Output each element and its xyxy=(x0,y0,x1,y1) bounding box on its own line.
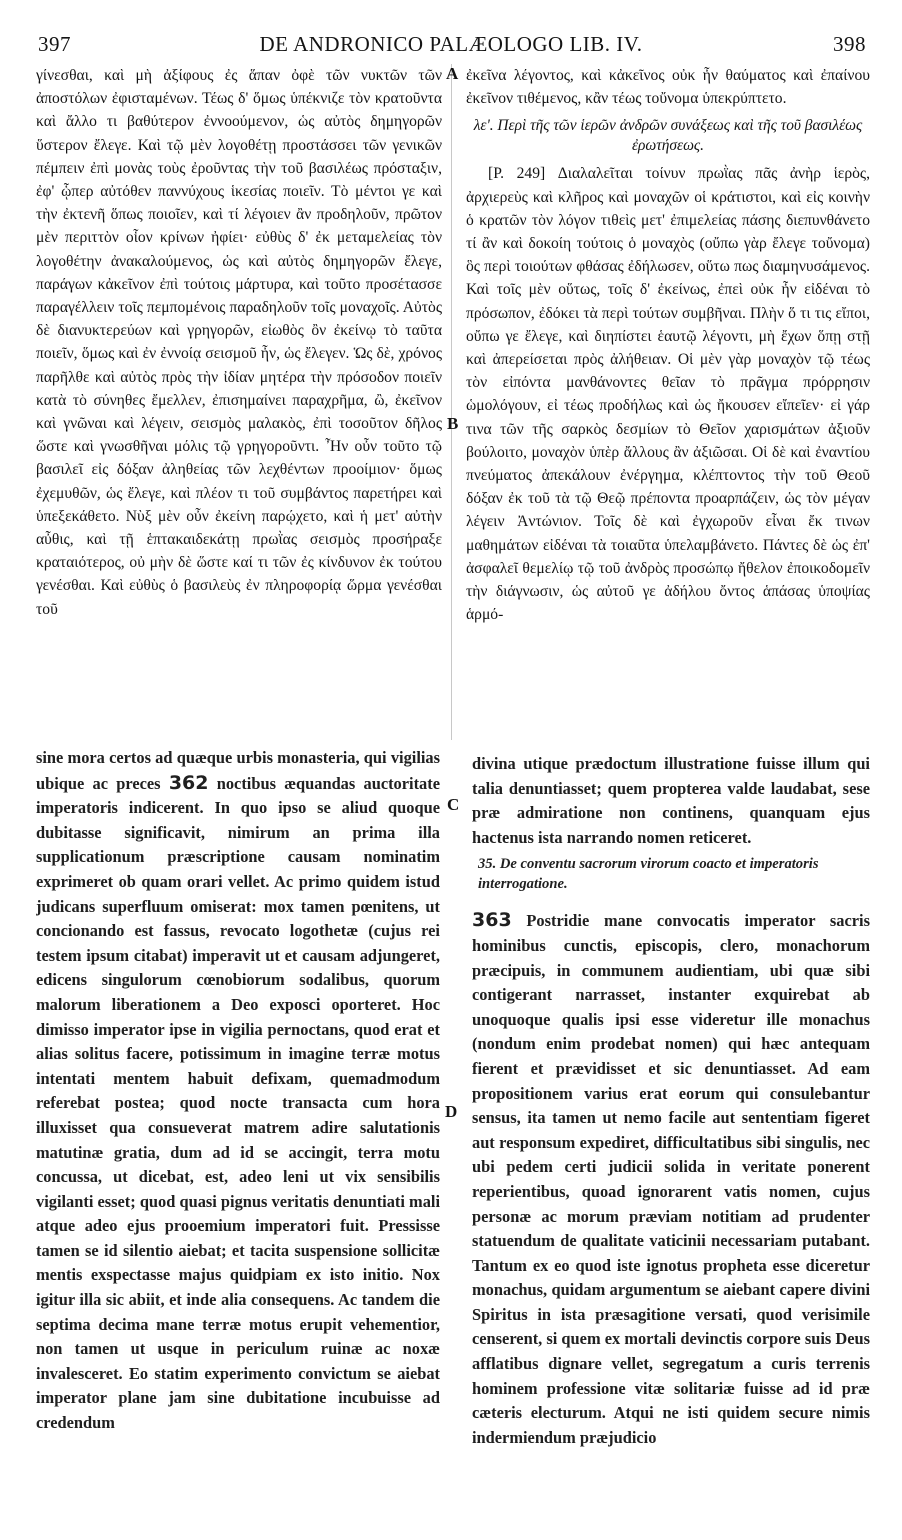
latin-section-heading: 35. De conventu sacrorum virorum coacto et imperatoris interrogatione. xyxy=(478,856,819,893)
latin-column-left xyxy=(36,746,440,1526)
margin-letter-b: B xyxy=(447,414,459,433)
margin-letter-a: A xyxy=(446,64,459,83)
greek-paragraph: [P. 249] Διαλαλεῖται τοίνυν πρωῒας πᾶς ἀνὴρ ἱερὸς, ἀρχιερεὺς καὶ κλῆρος καὶ μοναχῶν οἱ κράτιστοι, καὶ εἰς κοινὴν ὁ κρατῶν τὸν λόγον τιθεὶς μετ' ἐπιμελείας πάσης διεπυνθάνετο τί ἂν καὶ δοκοίη τούτοις ὁ μοναχὸς (οὔπω γὰρ ἔλεγε τοὔνομα) ὃς περὶ τοιούτων φθάσας ἐδήλωσεν, οὕτω πως διαμηνυσάμενος. Καὶ τοῖς μὲν οὕτως, τοῖς δ' ἐκείνως, ἐπεὶ οὐκ ἦν εἰδέναι τὸ πρόσωπον, ἐδόκει τὰ περὶ τούτων συμβῆναι. Πλὴν ὅ τι τις εἴποι, οὔπω γε ἔλεγε, καὶ διηπίστει ἑαυτῷ λέγοντι, μὴ ἔχων ὅπῃ στῇ καὶ ἀπερείσεται πρὸς ἀλήθειαν. Οἱ μὲν γὰρ μοναχὸν τῷ τέως τὸν εἰπόντα μανθάνοντες θεῖαν τὸ πρᾶγμα πρόρρησιν ὡμολόγουν, εἰ τέως προδήλως καὶ ὡς ἤκουσεν εἴπεῖεν· εἰ γάρ τινα τῶν τῆς σαρκὸς δεσμίων τὸ Θεῖον χαρισμάτων ἀξιοῦν βούλοιτο, μοναχὸν ὑπὲρ ἄλλους ἂν ἀξιῶσαι. Οἱ δὲ καὶ ἐναντίου πνεύματος ἀπεκάλουν ἐνέργημα, κλέπτοντος τὴν τοῦ Θεοῦ δόξαν ἐκ τοῦ τὰ τῷ Θεῷ πρέποντα προαρπάζειν, ὡς τὸν μέγαν λέγειν Ἀντώνιον. Τοῖς δὲ καὶ ἐγχωροῦν εἶναι ἔκ τινων μαθημάτων εἰδέναι τὰ τοιαῦτα ὑπελαμβάνετο. Πάντες δὲ ὡς ἐπ' ἀσφαλεῖ θεμελίῳ τῷ τοῦ ἀνδρὸς προσώπῳ ἤθελον ἐποικοδομεῖν τὴν διάγνωσιν, ὡς αὐτοῦ γε ἀδήλου ὄντος ἁπάσας ὑποψίας ἁρμό- xyxy=(466,165,870,624)
latin-text: noctibus æquandas auctoritate imperatoris indicerent. In quo ipso se aliud quoque dubitasse significavit, nimirum an prima illa supplicationum præscriptione causam nominatim exprimeret ob quam orari vellet. Ac primo quidem istud judicans superfluum omiserat: mox tamen pœnitens, ut concionando est fassus, revocato logothetæ (cujus rei testem ipsum citabat) imperavit ut et causam adjungeret, edicens singulorum cœnobiorum sodalibus, quorum malorum liberationem a Deo exposci oporteret. Hoc dimisso imperator ipse in vigilia pernoctans, quod erat et alias solitus facere, potissimum in imagine terræ motus intentati mentem habuit defixam, quemadmodum referebat postea; quod nocte transacta cum hora illuxisset qua consueverat matrem adire salutationis matutinæ gratia, dum ad id se accingit, terra motu concussa, ut dicebat, est, adeo leni ut vix sensibilis vigilanti esset; quod quasi pignus veritatis denuntiati mali atque adeo ejus prooemium imperatori fuit. Pressisse tamen se id silentio aiebat; et tacita suspensione sollicitæ mentis exspectasse majus quidpiam ex isto initio. Nox igitur illa sic abiit, et inde alia consequens. Ac tandem die septima decima mane terræ motus erupit vehementior, non tamen ut usque in periculum ruinæ ac noxæ invalesceret. Eo statim experimento convictum se aiebat imperator plane jam sine dubitatione incubuisse ad credendum xyxy=(36,773,440,1433)
running-title: DE ANDRONICO PALÆOLOGO LIB. IV. xyxy=(259,32,643,56)
greek-column-left xyxy=(36,64,442,744)
latin-text: sine mora certos ad quæque urbis monasteria, qui vigilias ubique ac preces xyxy=(36,748,440,793)
edition-page-number: 363 xyxy=(472,909,512,932)
margin-letter-d: D xyxy=(445,1102,458,1121)
latin-column-right xyxy=(472,752,870,1528)
latin-paragraph xyxy=(36,746,440,1436)
margin-letter-c: C xyxy=(447,795,460,814)
latin-paragraph xyxy=(472,908,870,1450)
edition-page-number: 362 xyxy=(168,771,209,794)
greek-paragraph: ἐκεῖνα λέγοντος, καὶ κἀκεῖνος οὐκ ἦν θαύματος καὶ ἐπαίνου ἐκεῖνον τιθέμενος, κἂν τέως τοὔνομα ὑπεκρύπτετο. xyxy=(466,67,870,108)
greek-section-heading: λε'. Περὶ τῆς τῶν ἱερῶν ἀνδρῶν συνάξεως καὶ τῆς τοῦ βασιλέως ἐρωτήσεως. xyxy=(473,117,863,155)
greek-column-right xyxy=(466,64,870,744)
latin-text: Postridie mane convocatis imperator sacris hominibus cunctis, episcopis, clero, monachorum præcipuis, in communem audientiam, ubi quæ sibi contigerant narrasset, instanter exquirebat ab unoquoque qualis ipsi esse videretur ille monachus (nondum enim prodebat nomen) qui hæc antequam fierent et prævidisset et sic denuntiasset. Ad eam propositionem varius erat eorum qui consulebantur sensus, ita tamen ut nemo facile aut sententiam figeret aut responsum expediret, difficultatibus sibi singulis, nec ubi pedem certi judicii solida in veritate ponerent reperientibus, quoad ignorarent vatis nomen, cujus personæ ac morum præviam notitiam ad prudenter statuendum de qualitate vaticinii necessariam putabant. Tantum ex eo quod iste ignotus propheta esse diceretur monachus, quidam argumentum se aiebant capere divini Spiritus in ista præsagitione versati, quod verisimile censerent, si quem ex mortali devinctis corpore suis Deus afflatibus dignare vellet, segregatum a curis terrenis hominem professione vitæ solitariæ fuisse ad id præ cæteris electurum. Atqui ne isti quidem secure nimis indermiendum præjudicio xyxy=(472,911,870,1447)
column-divider xyxy=(451,64,452,740)
greek-paragraph: γίνεσθαι, καὶ μὴ ἀξίφους ἐς ἅπαν ὀφὲ τῶν νυκτῶν τῶν ἀποστόλων ἐφισταμένων. Τέως δ' ὅμως ὑπέκνιζε τὸν κρατοῦντα καὶ ἄλλο τι βαθύτερον ἐννοούμενον, ὡς αὐτὸς δημηγορῶν ὕστερον ἔλεγε. Καὶ τῷ μὲν λογοθέτῃ προστάσσει τῶν γενικῶν πέμπειν ἐπὶ μονὰς τοὺς ἐροῦντας τὴν τοῦ βασιλέως πρόσταξιν, ἐφ' ᾧπερ αὐτόθεν παννύχους ἱκεσίας ποιεῖν. Τὸ μέντοι γε καὶ τὴν ἐκτενῆ ὅπως ποιοῖεν, καὶ τί λέγοιεν ἂν προδηλοῦν, πρῶτον μὲν περιττὸν οἷον κρίνων ἠφίει· εὐθὺς δ' ἐκ μεταμελείας τὸν λογοθέτην ἀνακαλούμενος, ὡς καὶ αὐτὸς δημηγορῶν ἔλεγε, παράγων κἀκεῖνον ἐπὶ τούτοις μάρτυρα, καὶ τοῦτο προσέτασσε παραγέλλειν τοῖς πεμπομένοις παραδηλοῦν τοῖς μοναχοῖς. Αὐτὸς δὲ διανυκτερεύων καὶ γρηγορῶν, εἰωθὸς ὂν ἐκείνῳ τὸ ταῦτα ποιεῖν, ὅμως καὶ ἐν ἐννοίᾳ σεισμοῦ ἦν, ὡς ἔλεγεν. Ὡς δὲ, χρόνος παρῆλθε καὶ αὐτὸς πρὸς τὴν ἰδίαν μητέρα τὴν πρόσοδον ποιεῖν κατὰ τὸ σύνηθες ἔμελλεν, ἐπισημαίνει παραχρῆμα, ὢ, ἐκεῖνον καὶ γνῶναι καὶ λέγειν, σεισμὸς μαλακὸς, ἐπὶ τοσοῦτον δῆλος ὥστε καὶ γνωσθῆναι μόλις τῷ γρηγοροῦντι. Ἦν οὖν τοῦτο τῷ βασιλεῖ εἰς δόξαν ἀληθείας τῶν λεχθέντων προοίμιον· ὅμως ἐχεμυθῶν, ὡς ἔλεγε, καὶ πλέον τι τοῦ συμβάντος παρετήρει καὶ ὑπεξεκάθετο. Νὺξ μὲν οὖν ἐκείνη παρῴχετο, καὶ ἡ μετ' αὐτὴν αὖθις, καὶ τῇ ἑπτακαιδεκάτῃ πρωῒας σεισμὸς προσήραξε κραταιότερος, οὐ μὴν δὲ ὥστε καί τι τῶν ἐς κίνδυνον ἐκ τούτου γενέσθαι. Καὶ εὐθὺς ὁ βασιλεὺς ἐν πληροφορίᾳ ὥρμα γενέσθαι τοῦ xyxy=(36,67,442,618)
page-number-left: 397 xyxy=(38,32,71,56)
latin-paragraph: divina utique prædoctum illustratione fuisse illum qui talia denuntiasset; quem propterea valde laudabat, sese præ admiratione non continens, quanquam ejus hactenus ista narrando nomen reticeret. xyxy=(472,754,870,847)
running-header xyxy=(30,32,872,58)
page-number-right: 398 xyxy=(833,32,866,56)
